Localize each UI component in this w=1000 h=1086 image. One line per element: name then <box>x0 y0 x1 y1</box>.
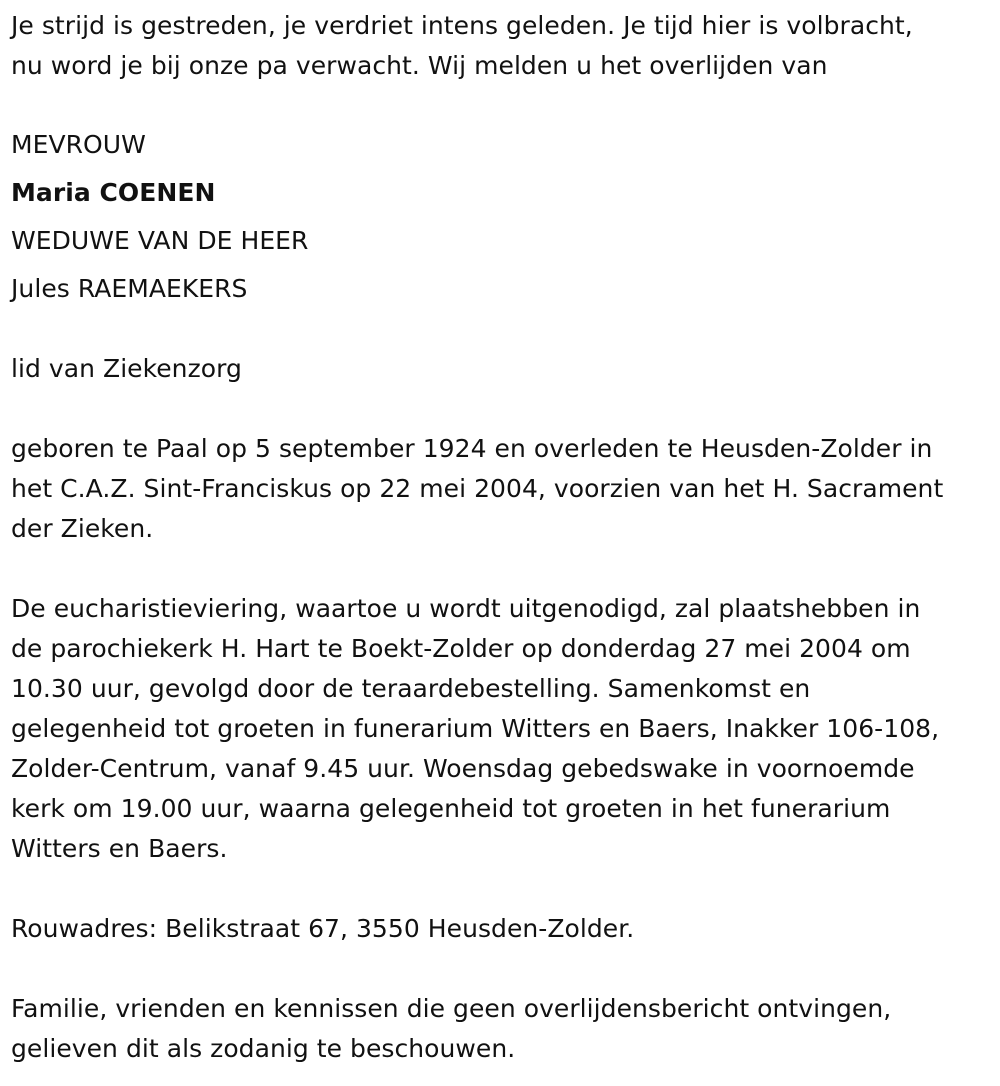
husband-name: Jules RAEMAEKERS <box>11 274 248 303</box>
birth-death-line: der Zieken. <box>11 514 154 543</box>
intro-line: nu word je bij onze pa verwacht. Wij melden u het overlijden van <box>11 51 828 80</box>
membership-line: lid van Ziekenzorg <box>11 354 242 383</box>
ceremony-line: Witters en Baers. <box>11 834 228 863</box>
closing-line: gelieven dit als zodanig te beschouwen. <box>11 1034 516 1063</box>
birth-death-line: geboren te Paal op 5 september 1924 en overleden te Heusden-Zolder in <box>11 434 933 463</box>
birth-death-line: het C.A.Z. Sint-Franciskus op 22 mei 2004, voorzien van het H. Sacrament <box>11 474 944 503</box>
deceased-name: Maria COENEN <box>11 178 216 207</box>
ceremony-line: 10.30 uur, gevolgd door de teraardebestelling. Samenkomst en <box>11 674 811 703</box>
ceremony-line: kerk om 19.00 uur, waarna gelegenheid tot groeten in het funerarium <box>11 794 891 823</box>
widow-line: WEDUWE VAN DE HEER <box>11 226 309 255</box>
ceremony-line: gelegenheid tot groeten in funerarium Witters en Baers, Inakker 106-108, <box>11 714 940 743</box>
ceremony-line: De eucharistieviering, waartoe u wordt uitgenodigd, zal plaatshebben in <box>11 594 921 623</box>
ceremony-line: de parochiekerk H. Hart te Boekt-Zolder op donderdag 27 mei 2004 om <box>11 634 911 663</box>
address-line: Rouwadres: Belikstraat 67, 3550 Heusden-Zolder. <box>11 914 635 943</box>
closing-line: Familie, vrienden en kennissen die geen overlijdensbericht ontvingen, <box>11 994 892 1023</box>
intro-line: Je strijd is gestreden, je verdriet intens geleden. Je tijd hier is volbracht, <box>11 11 913 40</box>
ceremony-line: Zolder-Centrum, vanaf 9.45 uur. Woensdag gebedswake in voornoemde <box>11 754 915 783</box>
title-line: MEVROUW <box>11 130 146 159</box>
